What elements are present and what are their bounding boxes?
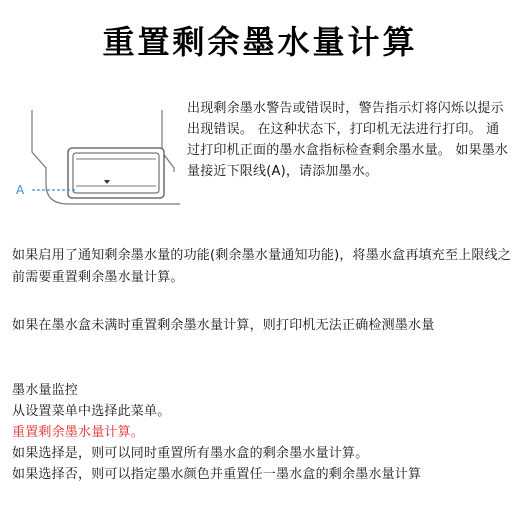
ink-tank-illustration [12,110,180,220]
option-yes-text: 如果选择是，则可以同时重置所有墨水盒的剩余墨水量计算。 [12,446,369,461]
page-title: 重置剩余墨水量计算 [102,23,418,61]
intro-text: 出现剩余墨水警告或错误时，警告指示灯将闪烁以提示出现错误。 在这种状态下，打印机无法进行打印。 通过打印机正面的墨水盒指标检查剩余墨水量。 如果墨水量接近下限线(A)，请添加墨水。 [187,101,509,179]
option-no-text: 如果选择否，则可以指定墨水颜色并重置任一墨水盒的剩余墨水量计算 [12,467,422,482]
menu-heading: 墨水量监控 [12,383,79,398]
warning-paragraph: 如果在墨水盒未满时重置剩余墨水量计算，则打印机无法正确检测墨水量 [12,318,435,333]
printer-body-outline [32,110,46,172]
menu-item-reset[interactable]: 重置剩余墨水量计算。 [12,425,145,440]
menu-instruction: 从设置菜单中选择此菜单。 [12,404,171,419]
notify-paragraph: 如果启用了通知剩余墨水量的功能(剩余墨水量通知功能)，将墨水盒再填充至上限线之前需要重置剩余墨水量计算。 [12,248,511,285]
ink-tank-window-icon [68,148,164,198]
menu-block [12,380,512,485]
marker-label-a: A [16,183,25,197]
